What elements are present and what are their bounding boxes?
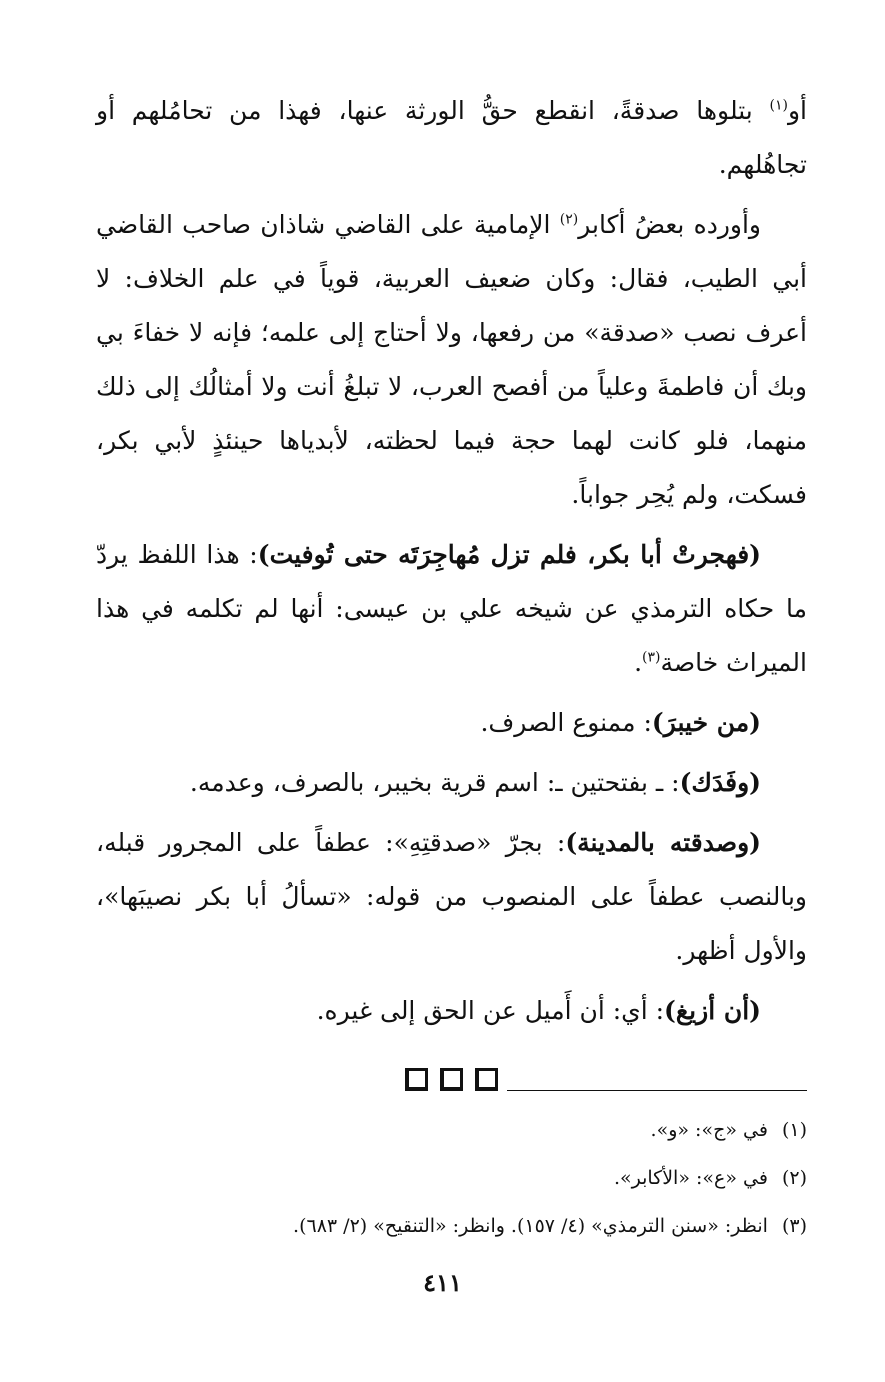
p3-term: (فهجرتْ أبا بكر، فلم تزل مُهاجِرَتَه حتى تُوفيت) — [257, 540, 761, 569]
p5-text: : ـ بفتحتين ـ: اسم قرية بخيبر، بالصرف، وعدمه. — [189, 768, 680, 797]
p2-after: الإمامية على القاضي شاذان صاحب القاضي أبي الطيب، فقال: وكان ضعيف العربية، قوياً في علم الخلاف: لا أعرف نصب «صدقة» من رفعها، ولا أحتاج إلى علمه؛ فإنه لا خفاءَ بي وبك أن فاطمةَ وعلياً من أفصح العرب، لا تبلغُ أنت ولا أمثالُك إلى ذلك منهما، فلو كانت لهما حجة فيما لحظته، لأبدياها حينئذٍ لأبي بكر، فسكت، ولم يُحِر جواباً. — [96, 210, 807, 509]
footnote-divider — [507, 1090, 807, 1091]
footnotes — [96, 1106, 807, 1250]
square-ornament-icon — [475, 1068, 498, 1091]
p2-before: وأورده بعضُ أكابر — [578, 210, 761, 239]
paragraph-2 — [96, 198, 807, 522]
paragraph-1 — [96, 84, 807, 192]
footnote-ref-1: (١) — [769, 97, 788, 114]
footnote-text: في «ع»: «الأكابر». — [613, 1167, 768, 1189]
p6-term: (وصدقته بالمدينة) — [565, 828, 762, 857]
footnote-ref-3: (٣) — [642, 649, 661, 666]
main-text — [96, 84, 807, 1038]
footnote-text: في «ج»: «و». — [650, 1119, 768, 1141]
footnote-2 — [96, 1154, 807, 1202]
paragraph-5 — [96, 756, 807, 810]
p5-term: (وفَدَك) — [679, 768, 761, 797]
footnote-number: (١) — [781, 1119, 807, 1141]
paragraph-4 — [96, 696, 807, 750]
p4-text: : ممنوع الصرف. — [480, 708, 652, 737]
footnote-number: (٣) — [781, 1215, 807, 1237]
footnote-number: (٢) — [781, 1167, 807, 1189]
footnote-ref-2: (٢) — [559, 211, 579, 228]
p3-text: : هذا اللفظ يردّ ما حكاه الترمذي عن شيخه علي بن عيسى: أنها لم تكلمه في هذا الميراث خاصة — [96, 540, 807, 677]
p7-term: (أن أزيغ) — [664, 996, 761, 1025]
p7-text: : أي: أن أَميل عن الحق إلى غيره. — [316, 996, 665, 1025]
p1-before: أو — [787, 96, 807, 125]
square-ornament-icon — [440, 1068, 463, 1091]
p3-end: . — [634, 648, 643, 677]
page-number: ٤١١ — [423, 1268, 462, 1297]
p4-term: (من خيبرَ) — [651, 708, 761, 737]
paragraph-6 — [96, 816, 807, 978]
p1-after: بتلوها صدقةً، انقطع حقُّ الورثة عنها، فهذا من تحامُلهم أو تجاهُلهم. — [96, 96, 807, 179]
section-separator-ornament-icon — [96, 1068, 807, 1098]
footnote-text: انظر: «سنن الترمذي» (٤/ ١٥٧). وانظر: «التنقيح» (٢/ ٦٨٣). — [293, 1215, 768, 1237]
footnote-3 — [96, 1202, 807, 1250]
paragraph-7 — [96, 984, 807, 1038]
footnote-1 — [96, 1106, 807, 1154]
p6-text: : بجرّ «صدقتِهِ»: عطفاً على المجرور قبله، وبالنصب عطفاً على المنصوب من قوله: «تسألُ أبا بكر نصيبَها»، والأول أظهر. — [96, 828, 807, 965]
square-ornament-icon — [405, 1068, 428, 1091]
paragraph-3 — [96, 528, 807, 690]
